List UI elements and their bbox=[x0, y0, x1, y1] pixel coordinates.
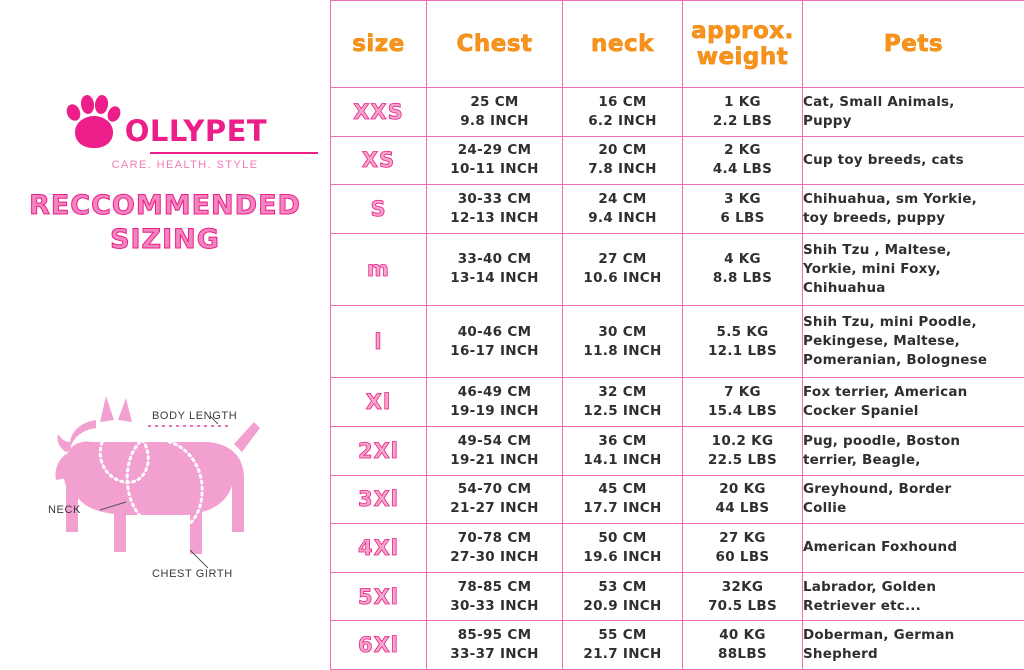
cell-chest-inch: 27-30 INCH bbox=[450, 548, 539, 565]
cell-weight-lbs: 44 LBS bbox=[715, 500, 770, 517]
cell-pets-line: Pomeranian, Bolognese bbox=[803, 352, 988, 369]
table-row bbox=[331, 475, 1024, 524]
cell-pets-line: Yorkie, mini Foxy, bbox=[803, 260, 941, 277]
cell-pets-line: Labrador, Golden bbox=[803, 578, 937, 595]
cell-neck bbox=[563, 378, 683, 427]
cell-neck-cm: 36 CM bbox=[598, 432, 647, 449]
brand-panel bbox=[0, 0, 330, 670]
cell-neck-inch: 12.5 INCH bbox=[583, 403, 662, 420]
cell-neck-inch: 17.7 INCH bbox=[583, 500, 662, 517]
cell-weight-kg: 7 KG bbox=[724, 384, 761, 401]
cell-weight-kg: 27 KG bbox=[719, 529, 766, 546]
cell-neck-cm: 53 CM bbox=[598, 578, 647, 595]
cell-size: m bbox=[331, 233, 427, 305]
cell-pets-line: toy breeds, puppy bbox=[803, 209, 946, 226]
cell-neck-inch: 7.8 INCH bbox=[588, 161, 657, 178]
cell-chest-cm: 70-78 CM bbox=[457, 529, 532, 546]
cell-weight bbox=[683, 475, 803, 524]
cell-neck-cm: 45 CM bbox=[598, 481, 647, 498]
brand-logo-row bbox=[0, 88, 330, 150]
cell-chest-inch: 10-11 INCH bbox=[450, 161, 539, 178]
cell-pets-line: Doberman, German bbox=[803, 627, 955, 644]
cell-pets bbox=[803, 185, 1024, 234]
cell-pets-line: Shih Tzu , Maltese, bbox=[803, 241, 952, 258]
cell-neck-inch: 9.4 INCH bbox=[588, 209, 657, 226]
cell-chest-inch: 19-21 INCH bbox=[450, 451, 539, 468]
cell-neck bbox=[563, 426, 683, 475]
cell-neck-inch: 11.8 INCH bbox=[583, 342, 662, 359]
cell-chest-cm: 85-95 CM bbox=[457, 627, 532, 644]
cell-pets-line: Collie bbox=[803, 500, 847, 517]
cell-size: 6Xl bbox=[331, 621, 427, 670]
cell-neck-inch: 14.1 INCH bbox=[583, 451, 662, 468]
cell-neck-inch: 10.6 INCH bbox=[583, 270, 662, 287]
cell-neck-cm: 50 CM bbox=[598, 529, 647, 546]
cell-chest bbox=[427, 185, 563, 234]
page-title-line2: SIZING bbox=[110, 224, 220, 255]
cell-neck-cm: 16 CM bbox=[598, 93, 647, 110]
cell-weight bbox=[683, 426, 803, 475]
cell-weight-kg: 20 KG bbox=[719, 481, 766, 498]
cell-chest-inch: 12-13 INCH bbox=[450, 209, 539, 226]
cell-neck bbox=[563, 88, 683, 137]
cell-neck bbox=[563, 621, 683, 670]
cell-weight bbox=[683, 572, 803, 621]
cell-pets bbox=[803, 572, 1024, 621]
cell-pets bbox=[803, 136, 1024, 185]
cell-chest-inch: 30-33 INCH bbox=[450, 597, 539, 614]
cell-pets-line: Fox terrier, American bbox=[803, 384, 968, 401]
cell-chest-inch: 16-17 INCH bbox=[450, 342, 539, 359]
size-table bbox=[330, 0, 1024, 670]
cell-size: 3Xl bbox=[331, 475, 427, 524]
table-row bbox=[331, 306, 1024, 378]
cell-chest bbox=[427, 572, 563, 621]
cell-chest bbox=[427, 88, 563, 137]
cell-pets bbox=[803, 426, 1024, 475]
cell-pets bbox=[803, 306, 1024, 378]
col-header-neck: neck bbox=[563, 1, 683, 88]
cell-pets-line: Puppy bbox=[803, 112, 852, 129]
cell-neck-inch: 6.2 INCH bbox=[588, 112, 657, 129]
cell-weight bbox=[683, 88, 803, 137]
cell-weight bbox=[683, 136, 803, 185]
cell-weight-lbs: 88LBS bbox=[718, 646, 767, 663]
cell-neck-cm: 32 CM bbox=[598, 384, 647, 401]
cell-neck-inch: 21.7 INCH bbox=[583, 646, 662, 663]
cell-chest bbox=[427, 426, 563, 475]
cell-chest-cm: 33-40 CM bbox=[457, 251, 532, 268]
col-header-size: size bbox=[331, 1, 427, 88]
col-header-weight: approx. weight bbox=[683, 1, 803, 88]
cell-neck bbox=[563, 185, 683, 234]
cell-neck-cm: 55 CM bbox=[598, 627, 647, 644]
table-header bbox=[331, 1, 1024, 88]
cell-pets-line: terrier, Beagle, bbox=[803, 451, 921, 468]
cell-chest bbox=[427, 136, 563, 185]
cell-pets-line: Retriever etc... bbox=[803, 597, 921, 614]
cell-neck bbox=[563, 306, 683, 378]
page-title-line1: RECCOMMENDED bbox=[29, 190, 301, 221]
label-neck: NECK bbox=[48, 504, 81, 516]
cell-chest bbox=[427, 233, 563, 305]
cell-neck bbox=[563, 136, 683, 185]
cell-size: S bbox=[331, 185, 427, 234]
cell-weight-lbs: 22.5 LBS bbox=[707, 451, 778, 468]
cell-pets bbox=[803, 233, 1024, 305]
cell-pets bbox=[803, 88, 1024, 137]
paw-icon bbox=[63, 92, 123, 150]
cell-weight-kg: 10.2 KG bbox=[711, 432, 774, 449]
cell-chest bbox=[427, 306, 563, 378]
cell-chest-inch: 21-27 INCH bbox=[450, 500, 539, 517]
cell-weight-lbs: 6 LBS bbox=[720, 209, 765, 226]
cell-chest-inch: 9.8 INCH bbox=[460, 112, 529, 129]
cell-chest-inch: 19-19 INCH bbox=[450, 403, 539, 420]
cell-pets-line: Chihuahua bbox=[803, 279, 886, 296]
cell-pets-line: Pug, poodle, Boston bbox=[803, 432, 961, 449]
cell-chest bbox=[427, 524, 563, 573]
cell-size: 2Xl bbox=[331, 426, 427, 475]
table-row bbox=[331, 136, 1024, 185]
cell-weight-lbs: 60 LBS bbox=[715, 548, 770, 565]
brand-name: OLLYPET bbox=[124, 114, 268, 148]
cell-neck-cm: 30 CM bbox=[598, 323, 647, 340]
cell-chest-inch: 13-14 INCH bbox=[450, 270, 539, 287]
cell-size: 5Xl bbox=[331, 572, 427, 621]
cell-weight-kg: 3 KG bbox=[724, 190, 761, 207]
measurement-diagram bbox=[22, 382, 322, 612]
cell-pets-line: Cup toy breeds, cats bbox=[803, 151, 964, 168]
cell-size: l bbox=[331, 306, 427, 378]
brand-tagline: CARE. HEALTH. STYLE bbox=[111, 159, 259, 171]
cell-pets-line: Pekingese, Maltese, bbox=[803, 333, 961, 350]
cell-chest-cm: 78-85 CM bbox=[457, 578, 532, 595]
cell-pets bbox=[803, 378, 1024, 427]
cell-pets-line: Cocker Spaniel bbox=[803, 403, 919, 420]
col-header-pets: Pets bbox=[803, 1, 1024, 88]
cell-neck-cm: 24 CM bbox=[598, 190, 647, 207]
table-row bbox=[331, 572, 1024, 621]
cell-neck bbox=[563, 233, 683, 305]
table-row bbox=[331, 426, 1024, 475]
cell-neck-cm: 27 CM bbox=[598, 251, 647, 268]
cell-weight-kg: 32KG bbox=[721, 578, 764, 595]
brand-block bbox=[0, 88, 330, 257]
size-table-panel bbox=[330, 0, 1024, 670]
table-row bbox=[331, 378, 1024, 427]
cell-chest-inch: 33-37 INCH bbox=[450, 646, 539, 663]
cell-weight bbox=[683, 185, 803, 234]
cell-weight-kg: 40 KG bbox=[719, 627, 766, 644]
table-row bbox=[331, 524, 1024, 573]
brand-underline bbox=[150, 152, 318, 154]
cell-chest-cm: 40-46 CM bbox=[457, 323, 532, 340]
table-row bbox=[331, 88, 1024, 137]
cell-chest-cm: 54-70 CM bbox=[457, 481, 532, 498]
cell-pets-line: Cat, Small Animals, bbox=[803, 93, 955, 110]
cell-pets-line: Greyhound, Border bbox=[803, 481, 952, 498]
cell-weight-kg: 1 KG bbox=[724, 93, 761, 110]
table-body bbox=[331, 88, 1024, 670]
cell-weight-kg: 4 KG bbox=[724, 251, 761, 268]
cell-pets-line: Chihuahua, sm Yorkie, bbox=[803, 190, 977, 207]
cell-weight bbox=[683, 233, 803, 305]
cell-weight-lbs: 8.8 LBS bbox=[712, 270, 773, 287]
cell-size: 4Xl bbox=[331, 524, 427, 573]
cell-size: XS bbox=[331, 136, 427, 185]
cell-pets-line: Shih Tzu, mini Poodle, bbox=[803, 314, 977, 331]
cell-neck bbox=[563, 572, 683, 621]
cell-pets-line: Shepherd bbox=[803, 646, 878, 663]
cell-neck bbox=[563, 524, 683, 573]
cell-chest-cm: 46-49 CM bbox=[457, 384, 532, 401]
cell-chest bbox=[427, 378, 563, 427]
cell-size: Xl bbox=[331, 378, 427, 427]
cell-chest-cm: 25 CM bbox=[470, 93, 519, 110]
cell-chest-cm: 24-29 CM bbox=[457, 142, 532, 159]
cell-weight bbox=[683, 524, 803, 573]
cell-neck-inch: 19.6 INCH bbox=[583, 548, 662, 565]
label-chest-girth: CHEST GIRTH bbox=[152, 568, 233, 580]
cell-weight-lbs: 4.4 LBS bbox=[712, 161, 773, 178]
cell-pets-line: American Foxhound bbox=[803, 539, 958, 556]
cell-neck-inch: 20.9 INCH bbox=[583, 597, 662, 614]
cell-weight-lbs: 12.1 LBS bbox=[707, 342, 778, 359]
table-row bbox=[331, 621, 1024, 670]
cell-weight-lbs: 70.5 LBS bbox=[707, 597, 778, 614]
cell-weight-lbs: 2.2 LBS bbox=[712, 112, 773, 129]
cell-neck-cm: 20 CM bbox=[598, 142, 647, 159]
cell-neck bbox=[563, 475, 683, 524]
cell-pets bbox=[803, 621, 1024, 670]
cell-weight bbox=[683, 306, 803, 378]
cell-pets bbox=[803, 475, 1024, 524]
cell-weight bbox=[683, 621, 803, 670]
table-row bbox=[331, 233, 1024, 305]
cell-chest bbox=[427, 475, 563, 524]
table-header-row bbox=[331, 1, 1024, 88]
cell-weight-kg: 5.5 KG bbox=[716, 323, 769, 340]
cell-weight-kg: 2 KG bbox=[724, 142, 761, 159]
label-body-length: BODY LENGTH bbox=[152, 410, 238, 422]
cell-weight bbox=[683, 378, 803, 427]
cell-size: XXS bbox=[331, 88, 427, 137]
table-row bbox=[331, 185, 1024, 234]
cell-weight-lbs: 15.4 LBS bbox=[707, 403, 778, 420]
col-header-chest: Chest bbox=[427, 1, 563, 88]
cell-pets bbox=[803, 524, 1024, 573]
cell-chest-cm: 49-54 CM bbox=[457, 432, 532, 449]
page-title bbox=[0, 189, 330, 257]
cell-chest-cm: 30-33 CM bbox=[457, 190, 532, 207]
cell-chest bbox=[427, 621, 563, 670]
